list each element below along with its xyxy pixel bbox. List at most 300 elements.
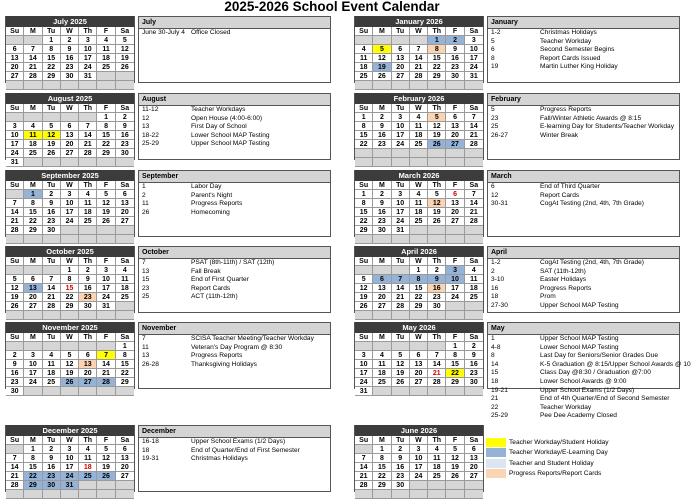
- day-cell: 6: [446, 190, 464, 199]
- week-row: [355, 369, 483, 378]
- week-row: [6, 302, 134, 311]
- empty-day-cell: [446, 235, 464, 244]
- empty-day-cell: [97, 226, 115, 235]
- day-cell: 10: [61, 199, 79, 208]
- day-cell: 27: [116, 217, 134, 226]
- day-cell: 6: [79, 351, 97, 360]
- weekday-label: M: [373, 257, 391, 266]
- week-row: [355, 54, 483, 63]
- event-date: 1: [491, 335, 495, 342]
- weekday-label: Su: [6, 333, 24, 342]
- day-cell: 2: [446, 36, 464, 45]
- day-cell: 24: [61, 472, 79, 481]
- event-text: Pee Dee Academy Closed: [540, 412, 617, 420]
- empty-day-cell: [79, 235, 97, 244]
- day-cell: 7: [79, 122, 97, 131]
- event-row: [488, 335, 679, 344]
- event-date: 1-2: [491, 259, 501, 266]
- day-cell: 23: [116, 140, 134, 149]
- empty-day-cell: [392, 36, 410, 45]
- event-text: Class Day @8:30 / Graduation @7:00: [540, 369, 651, 377]
- event-text: Christmas Holidays: [191, 455, 248, 463]
- day-cell: 12: [392, 360, 410, 369]
- weekday-header-row: [355, 27, 483, 36]
- day-cell: 26: [428, 140, 446, 149]
- month-calendar: [5, 246, 135, 313]
- month-title: June 2026: [355, 425, 483, 436]
- week-row: [6, 284, 134, 293]
- week-row: [6, 490, 134, 499]
- event-date: 23: [142, 284, 150, 292]
- empty-day-cell: [410, 481, 428, 490]
- day-cell: 12: [428, 199, 446, 208]
- empty-day-cell: [97, 387, 115, 396]
- event-date: 25: [491, 123, 499, 131]
- event-date: 25: [142, 293, 150, 301]
- event-row: [488, 132, 679, 141]
- weekday-label: Sa: [465, 257, 483, 266]
- day-cell: 10: [392, 199, 410, 208]
- empty-day-cell: [6, 490, 24, 499]
- empty-day-cell: [373, 158, 391, 167]
- day-cell: 22: [355, 140, 373, 149]
- month-calendar: [5, 425, 135, 492]
- empty-day-cell: [446, 149, 464, 158]
- weekday-label: Sa: [116, 333, 134, 342]
- event-row: [139, 285, 330, 294]
- month-block: [5, 16, 331, 83]
- event-date: 5: [491, 106, 495, 113]
- day-cell: 24: [24, 378, 42, 387]
- day-cell: 20: [373, 293, 391, 302]
- month-title: January 2026: [355, 16, 483, 27]
- weekday-label: M: [24, 27, 42, 36]
- day-cell: 9: [116, 122, 134, 131]
- legend-label: Progress Reports/Report Cards: [509, 470, 602, 477]
- empty-day-cell: [6, 81, 24, 90]
- day-cell: 10: [410, 454, 428, 463]
- event-row: [488, 115, 679, 124]
- event-text: First Day of School: [191, 123, 247, 131]
- event-row: [139, 209, 330, 218]
- day-cell: 22: [61, 293, 79, 302]
- day-cell: 3: [446, 266, 464, 275]
- month-block: [5, 425, 331, 492]
- event-text: Second Semester Begins: [540, 46, 615, 54]
- day-cell: 22: [446, 369, 464, 378]
- week-row: [355, 275, 483, 284]
- day-cell: 6: [392, 45, 410, 54]
- weekday-label: F: [446, 333, 464, 342]
- day-cell: 5: [61, 351, 79, 360]
- day-cell: 9: [61, 45, 79, 54]
- day-cell: 1: [428, 36, 446, 45]
- empty-day-cell: [373, 342, 391, 351]
- day-cell: 23: [43, 217, 61, 226]
- month-block: [354, 246, 680, 313]
- week-row: [355, 140, 483, 149]
- event-text: CogAt Testing (2nd, 4th, 7th Grade): [540, 259, 644, 266]
- day-cell: 21: [79, 140, 97, 149]
- week-row: [355, 454, 483, 463]
- week-row: [6, 342, 134, 351]
- week-row: [355, 158, 483, 167]
- event-text: Upper School MAP Testing: [540, 301, 619, 309]
- day-cell: 16: [43, 463, 61, 472]
- day-cell: 24: [355, 378, 373, 387]
- day-cell: 10: [79, 45, 97, 54]
- empty-day-cell: [97, 158, 115, 167]
- week-row: [355, 387, 483, 396]
- day-cell: 28: [428, 378, 446, 387]
- month-calendar: [354, 16, 484, 83]
- empty-day-cell: [392, 266, 410, 275]
- day-cell: 30: [373, 226, 391, 235]
- weekday-label: F: [97, 436, 115, 445]
- day-cell: 16: [43, 208, 61, 217]
- week-row: [355, 266, 483, 275]
- event-text: Report Cards: [191, 284, 231, 292]
- day-cell: 10: [6, 131, 24, 140]
- empty-day-cell: [428, 490, 446, 499]
- empty-day-cell: [355, 149, 373, 158]
- day-cell: 11: [79, 454, 97, 463]
- month-block: [354, 16, 680, 83]
- event-row: [139, 259, 330, 268]
- day-cell: 5: [428, 113, 446, 122]
- weekday-label: Tu: [43, 104, 61, 113]
- empty-day-cell: [116, 72, 134, 81]
- weekday-label: Th: [428, 257, 446, 266]
- day-cell: 26: [43, 149, 61, 158]
- empty-day-cell: [392, 235, 410, 244]
- empty-day-cell: [373, 36, 391, 45]
- day-cell: 14: [355, 463, 373, 472]
- day-cell: 26: [97, 217, 115, 226]
- event-text: K-5 Graduation @ 8:15/Upper School Awards @ 10: [540, 360, 691, 368]
- day-cell: 16: [79, 284, 97, 293]
- event-text: Report Cards Issued: [540, 54, 601, 62]
- empty-day-cell: [61, 490, 79, 499]
- day-cell: 22: [97, 140, 115, 149]
- day-cell: 17: [61, 463, 79, 472]
- empty-day-cell: [6, 342, 24, 351]
- event-text: Lower School MAP Testing: [191, 131, 270, 139]
- weekday-label: M: [24, 104, 42, 113]
- empty-day-cell: [24, 81, 42, 90]
- events-month-header: December: [139, 426, 330, 438]
- month-title: November 2025: [6, 322, 134, 333]
- weekday-label: M: [373, 104, 391, 113]
- event-text: Lower School MAP Testing: [540, 343, 619, 351]
- week-row: [6, 454, 134, 463]
- event-date: 21: [491, 395, 499, 403]
- empty-day-cell: [465, 226, 483, 235]
- day-cell: 7: [465, 190, 483, 199]
- empty-day-cell: [392, 387, 410, 396]
- day-cell: 15: [24, 208, 42, 217]
- event-date: 2: [491, 267, 495, 275]
- event-row: [488, 395, 679, 404]
- month-title: October 2025: [6, 246, 134, 257]
- empty-day-cell: [116, 387, 134, 396]
- day-cell: 11: [24, 131, 42, 140]
- day-cell: 11: [410, 122, 428, 131]
- day-cell: 15: [373, 463, 391, 472]
- empty-day-cell: [6, 190, 24, 199]
- event-text: Report Cards: [540, 191, 580, 199]
- day-cell: 19: [6, 293, 24, 302]
- weekday-label: W: [410, 436, 428, 445]
- event-date: 30-31: [491, 200, 508, 208]
- event-date: 23: [491, 114, 499, 122]
- empty-day-cell: [410, 235, 428, 244]
- day-cell: 25: [97, 63, 115, 72]
- day-cell: 12: [116, 45, 134, 54]
- day-cell: 6: [410, 351, 428, 360]
- event-date: 18: [142, 446, 150, 454]
- day-cell: 27: [24, 302, 42, 311]
- event-row: [139, 344, 330, 353]
- day-cell: 22: [24, 217, 42, 226]
- event-date: 16: [491, 284, 499, 292]
- empty-day-cell: [355, 311, 373, 320]
- event-row: [139, 200, 330, 209]
- event-date: 14: [491, 360, 499, 368]
- day-cell: 26: [61, 378, 79, 387]
- empty-day-cell: [465, 158, 483, 167]
- day-cell: 7: [465, 113, 483, 122]
- week-row: [355, 472, 483, 481]
- empty-day-cell: [97, 342, 115, 351]
- day-cell: 14: [465, 122, 483, 131]
- weekday-label: Su: [355, 27, 373, 36]
- day-cell: 23: [392, 472, 410, 481]
- week-row: [6, 131, 134, 140]
- day-cell: 21: [410, 63, 428, 72]
- day-cell: 20: [392, 63, 410, 72]
- week-row: [6, 351, 134, 360]
- empty-day-cell: [79, 481, 97, 490]
- empty-day-cell: [355, 235, 373, 244]
- weekday-label: Tu: [43, 181, 61, 190]
- empty-day-cell: [116, 158, 134, 167]
- event-row: [488, 352, 679, 361]
- weekday-label: Th: [79, 104, 97, 113]
- legend-item: [486, 469, 662, 479]
- day-cell: 22: [428, 63, 446, 72]
- weekday-label: Sa: [116, 27, 134, 36]
- events-panel: [138, 425, 331, 492]
- event-date: 6: [491, 46, 495, 54]
- day-cell: 24: [392, 140, 410, 149]
- day-cell: 13: [116, 454, 134, 463]
- week-row: [355, 72, 483, 81]
- event-date: 25-29: [142, 140, 159, 148]
- weekday-label: F: [97, 333, 115, 342]
- day-cell: 13: [79, 360, 97, 369]
- day-cell: 29: [61, 302, 79, 311]
- day-cell: 26: [116, 63, 134, 72]
- day-cell: 20: [6, 63, 24, 72]
- empty-day-cell: [465, 481, 483, 490]
- empty-day-cell: [428, 226, 446, 235]
- weekday-label: Su: [355, 333, 373, 342]
- day-cell: 3: [392, 190, 410, 199]
- week-row: [355, 311, 483, 320]
- week-row: [355, 149, 483, 158]
- week-row: [6, 208, 134, 217]
- empty-day-cell: [43, 113, 61, 122]
- event-date: 3-10: [491, 276, 505, 284]
- event-row: [139, 438, 330, 447]
- event-date: 15: [142, 276, 150, 284]
- event-date: 15: [491, 369, 499, 377]
- empty-day-cell: [465, 490, 483, 499]
- empty-day-cell: [61, 342, 79, 351]
- day-cell: 16: [61, 54, 79, 63]
- event-date: 6: [491, 183, 495, 190]
- day-cell: 30: [61, 72, 79, 81]
- empty-day-cell: [116, 490, 134, 499]
- events-panel: [138, 322, 331, 389]
- empty-day-cell: [24, 387, 42, 396]
- month-calendar: [354, 170, 484, 237]
- event-row: [139, 352, 330, 361]
- weekday-label: Sa: [465, 436, 483, 445]
- empty-day-cell: [116, 235, 134, 244]
- legend-item: [486, 458, 662, 468]
- empty-day-cell: [373, 490, 391, 499]
- day-cell: 17: [61, 208, 79, 217]
- empty-day-cell: [43, 342, 61, 351]
- event-text: Parent's Night: [191, 191, 233, 199]
- day-cell: 17: [392, 131, 410, 140]
- day-cell: 16: [6, 369, 24, 378]
- empty-day-cell: [446, 490, 464, 499]
- day-cell: 28: [97, 378, 115, 387]
- day-cell: 9: [465, 351, 483, 360]
- day-cell: 27: [116, 472, 134, 481]
- event-date: 18-22: [142, 131, 159, 139]
- week-row: [355, 113, 483, 122]
- week-row: [6, 266, 134, 275]
- empty-day-cell: [392, 311, 410, 320]
- events-panel: [487, 170, 680, 237]
- weekday-label: Th: [428, 333, 446, 342]
- empty-day-cell: [6, 235, 24, 244]
- event-row: [139, 335, 330, 344]
- weekday-label: W: [61, 436, 79, 445]
- day-cell: 6: [116, 445, 134, 454]
- event-date: 7: [142, 259, 146, 266]
- day-cell: 13: [6, 54, 24, 63]
- empty-day-cell: [24, 36, 42, 45]
- week-row: [355, 226, 483, 235]
- week-row: [6, 226, 134, 235]
- month-title: December 2025: [6, 425, 134, 436]
- month-calendar: [354, 246, 484, 313]
- empty-day-cell: [428, 158, 446, 167]
- week-row: [355, 360, 483, 369]
- events-panel: [487, 246, 680, 313]
- empty-day-cell: [61, 81, 79, 90]
- day-cell: 18: [79, 208, 97, 217]
- day-cell: 14: [410, 54, 428, 63]
- event-text: Progress Reports: [191, 200, 243, 208]
- event-row: [488, 63, 679, 72]
- day-cell: 31: [355, 387, 373, 396]
- day-cell: 11: [97, 45, 115, 54]
- event-date: 11: [142, 343, 149, 351]
- month-title: August 2025: [6, 93, 134, 104]
- event-row: [488, 404, 679, 413]
- event-date: 12: [142, 114, 150, 122]
- empty-day-cell: [43, 158, 61, 167]
- day-cell: 7: [355, 454, 373, 463]
- weekday-label: Th: [428, 27, 446, 36]
- event-row: [139, 293, 330, 302]
- day-cell: 19: [116, 54, 134, 63]
- event-row: [488, 268, 679, 277]
- weekday-label: Su: [6, 257, 24, 266]
- day-cell: 13: [116, 199, 134, 208]
- empty-day-cell: [410, 387, 428, 396]
- day-cell: 4: [373, 351, 391, 360]
- day-cell: 13: [410, 360, 428, 369]
- day-cell: 21: [43, 293, 61, 302]
- weekday-label: F: [97, 104, 115, 113]
- weekday-label: W: [61, 333, 79, 342]
- day-cell: 11: [116, 275, 134, 284]
- event-text: ACT (11th-12th): [191, 293, 238, 301]
- event-row: [139, 268, 330, 277]
- day-cell: 15: [116, 360, 134, 369]
- weekday-label: Su: [6, 104, 24, 113]
- empty-day-cell: [446, 158, 464, 167]
- event-date: 2: [142, 191, 146, 199]
- weekday-label: Th: [79, 333, 97, 342]
- day-cell: 25: [116, 293, 134, 302]
- day-cell: 5: [6, 275, 24, 284]
- event-row: [139, 183, 330, 192]
- events-month-header: April: [488, 247, 679, 259]
- event-text: Easter Holidays: [540, 276, 587, 284]
- day-cell: 2: [43, 445, 61, 454]
- event-row: [488, 106, 679, 115]
- event-text: Teacher Workdays: [191, 106, 246, 113]
- empty-day-cell: [446, 311, 464, 320]
- empty-day-cell: [373, 235, 391, 244]
- day-cell: 23: [43, 472, 61, 481]
- empty-day-cell: [410, 490, 428, 499]
- day-cell: 31: [392, 226, 410, 235]
- day-cell: 8: [373, 454, 391, 463]
- weekday-label: Su: [355, 181, 373, 190]
- day-cell: 20: [79, 369, 97, 378]
- empty-day-cell: [392, 490, 410, 499]
- day-cell: 20: [410, 369, 428, 378]
- day-cell: 27: [6, 72, 24, 81]
- day-cell: 9: [428, 275, 446, 284]
- month-block: [5, 322, 331, 395]
- weekday-label: Tu: [43, 27, 61, 36]
- empty-day-cell: [79, 311, 97, 320]
- day-cell: 15: [355, 131, 373, 140]
- day-cell: 30: [116, 149, 134, 158]
- empty-day-cell: [6, 36, 24, 45]
- weekday-label: Sa: [116, 181, 134, 190]
